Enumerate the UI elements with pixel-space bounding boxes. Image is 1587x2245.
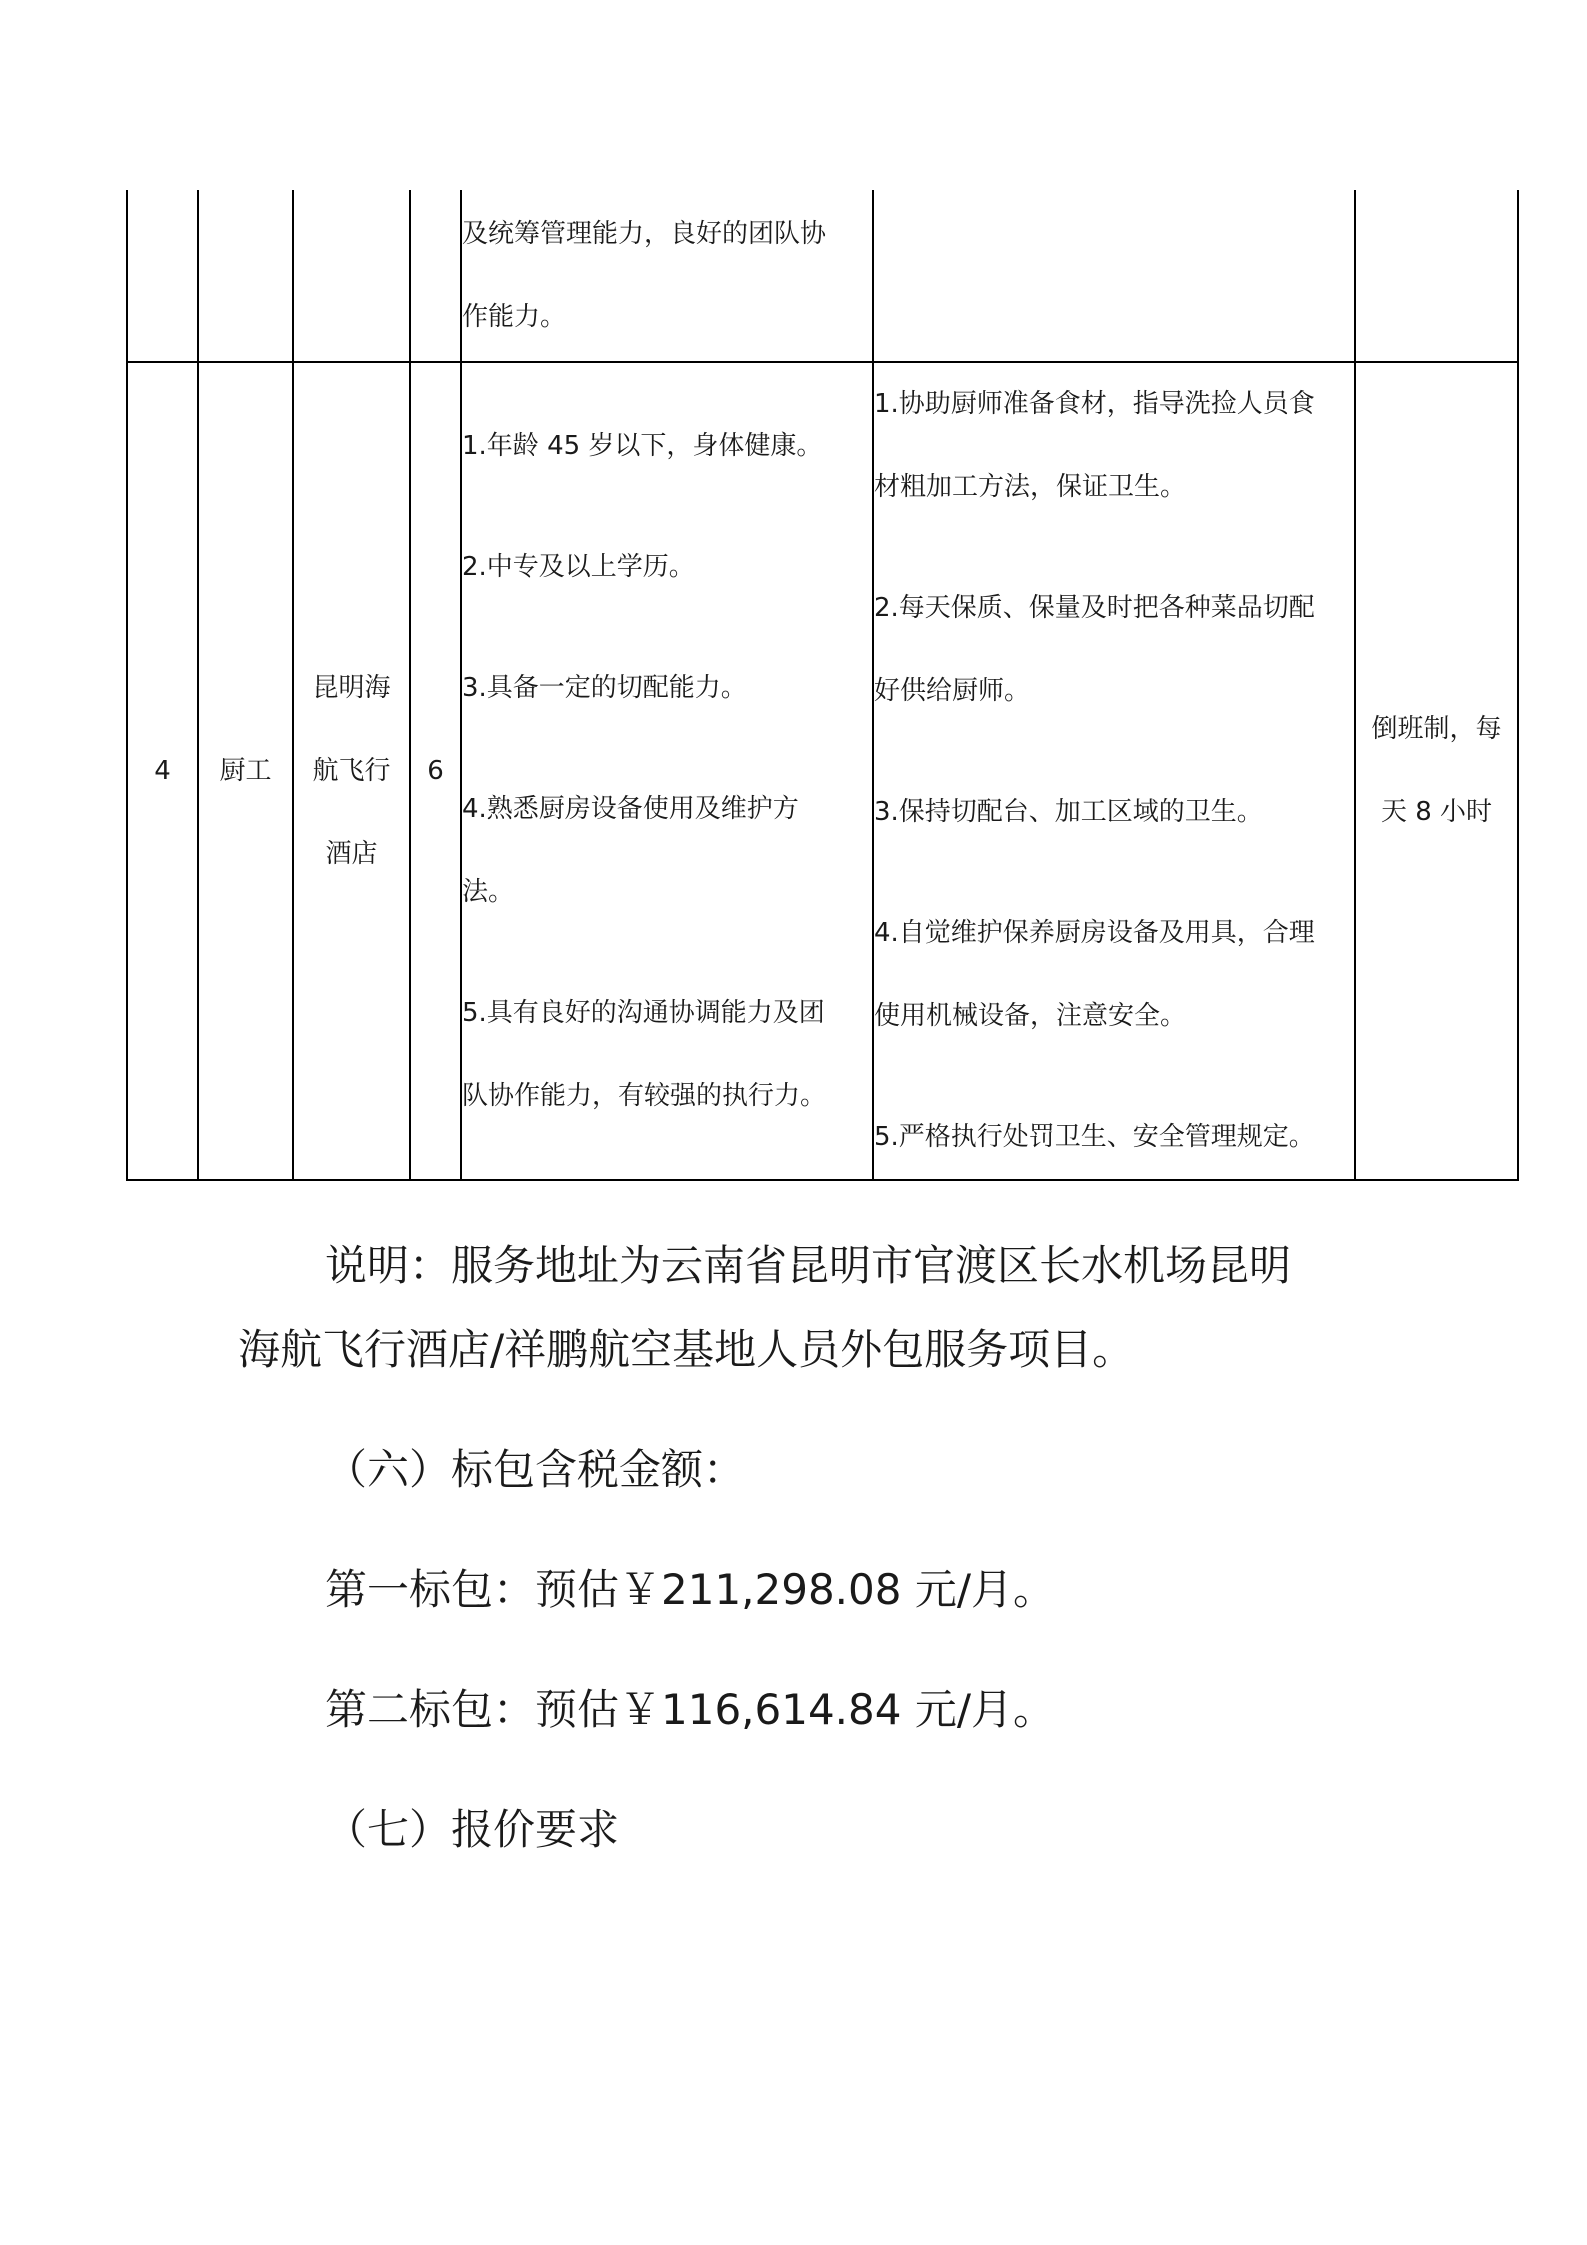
section-heading-seven: （七）报价要求: [325, 1805, 620, 1854]
section-heading-six: （六）标包含税金额：: [325, 1445, 746, 1494]
cell-count: 6: [410, 362, 461, 1180]
requirement-item: 5.具有良好的沟通协调能力及团 队协作能力，有较强的执行力。: [462, 997, 827, 1111]
duty-item: 1.协助厨师准备食材，指导洗捡人员食 材粗加工方法，保证卫生。: [874, 389, 1315, 502]
requirements-line: 及统筹管理能力，良好的团队协: [462, 218, 827, 249]
cell-number: 4: [127, 362, 198, 1180]
requirements-line: 作能力。: [462, 301, 567, 332]
table-row-continuation: [127, 190, 1518, 362]
unit-line: 酒店: [325, 838, 378, 869]
table-row: [127, 362, 1518, 1180]
unit-line: 昆明海: [312, 672, 391, 703]
schedule-line: 倒班制，每: [1371, 714, 1502, 744]
cell-unit-empty: [293, 190, 410, 362]
unit-line: 航飞行: [312, 755, 391, 786]
cell-duties: [873, 362, 1355, 1180]
schedule-line: 天 8 小时: [1380, 797, 1493, 827]
cell-requirements-continued: [461, 190, 873, 362]
cell-requirements: [461, 362, 873, 1180]
staffing-table: [126, 190, 1519, 1181]
service-address-note: 说明：服务地址为云南省昆明市官渡区长水机场昆明: [325, 1241, 1292, 1290]
duty-item: 5.严格执行处罚卫生、安全管理规定。: [874, 1122, 1315, 1152]
cell-position: 厨工: [198, 362, 293, 1180]
cell-unit: [293, 362, 410, 1180]
requirement-item: 1.年龄 45 岁以下，身体健康。: [462, 430, 823, 461]
requirement-item: 4.熟悉厨房设备使用及维护方 法。: [462, 793, 799, 907]
cell-number-empty: [127, 190, 198, 362]
requirement-item: 3.具备一定的切配能力。: [462, 672, 747, 703]
package-one-amount: 第一标包：预估￥211,298.08 元/月。: [325, 1565, 1055, 1614]
cell-schedule: [1355, 362, 1518, 1180]
duty-item: 4.自觉维护保养厨房设备及用具，合理 使用机械设备，注意安全。: [874, 918, 1315, 1031]
cell-count-empty: [410, 190, 461, 362]
requirement-item: 2.中专及以上学历。: [462, 551, 695, 582]
service-address-note-cont: 海航飞行酒店/祥鹏航空基地人员外包服务项目。: [238, 1325, 1135, 1374]
cell-duties-empty: [873, 190, 1355, 362]
package-two-amount: 第二标包：预估￥116,614.84 元/月。: [325, 1685, 1055, 1734]
cell-position-empty: [198, 190, 293, 362]
cell-schedule-empty: [1355, 190, 1518, 362]
duty-item: 3.保持切配台、加工区域的卫生。: [874, 797, 1263, 827]
duty-item: 2.每天保质、保量及时把各种菜品切配 好供给厨师。: [874, 593, 1315, 706]
